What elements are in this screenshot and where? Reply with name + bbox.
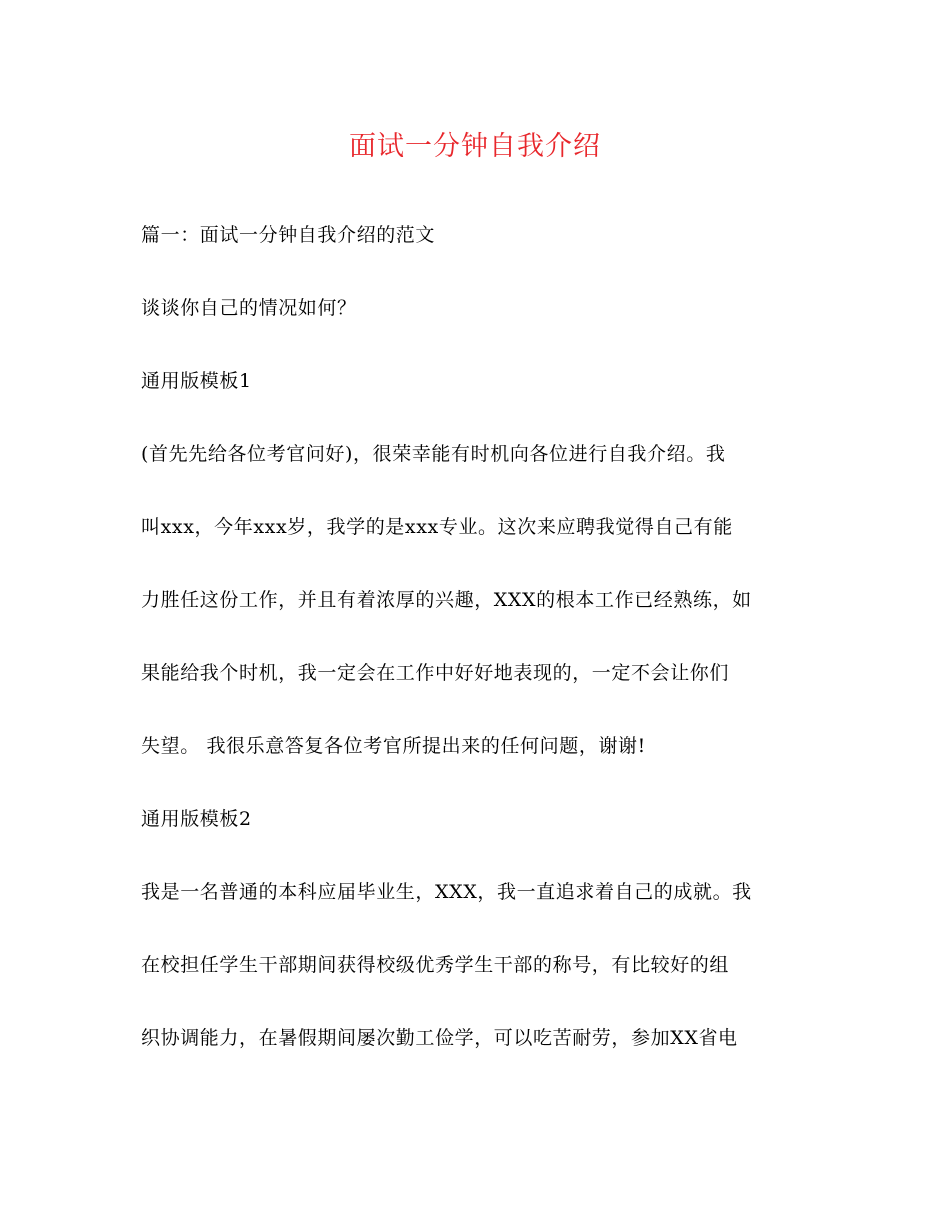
paragraph-line: 叫xxx，今年xxx岁，我学的是xxx专业。这次来应聘我觉得自己有能 <box>141 516 733 538</box>
paragraph-line: 在校担任学生干部期间获得校级优秀学生干部的称号，有比较好的组 <box>141 954 730 976</box>
section-heading: 篇一：面试一分钟自我介绍的范文 <box>141 224 436 246</box>
paragraph-line: (首先先给各位考官问好)，很荣幸能有时机向各位进行自我介绍。我 <box>141 443 726 465</box>
paragraph-line: 力胜任这份工作，并且有着浓厚的兴趣，XXX的根本工作已经熟练，如 <box>141 589 752 611</box>
paragraph-line: 我是一名普通的本科应届毕业生，XXX，我一直追求着自己的成就。我 <box>141 881 752 903</box>
template-heading: 通用版模板1 <box>141 370 252 392</box>
paragraph-line: 织协调能力，在暑假期间屡次勤工俭学，可以吃苦耐劳，参加XX省电 <box>141 1027 738 1049</box>
template-heading: 通用版模板2 <box>141 808 252 830</box>
paragraph-line: 失望。 我很乐意答复各位考官所提出来的任何问题，谢谢! <box>141 735 646 757</box>
question-line: 谈谈你自己的情况如何？ <box>141 297 357 319</box>
document-title: 面试一分钟自我介绍 <box>349 131 601 162</box>
paragraph-line: 果能给我个时机，我一定会在工作中好好地表现的，一定不会让你们 <box>141 662 730 684</box>
